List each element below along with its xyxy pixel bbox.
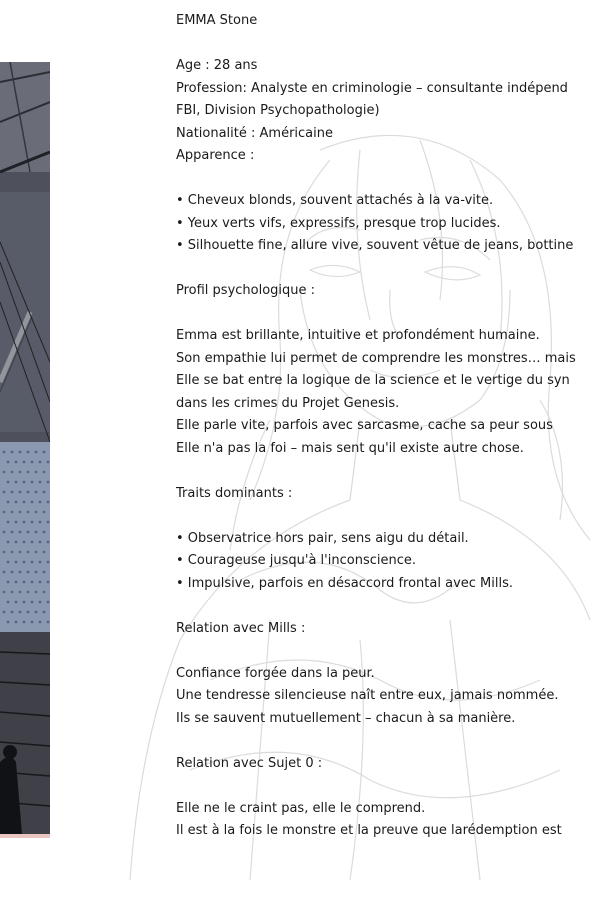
comic-panel-art (0, 62, 50, 834)
character-description (176, 10, 600, 843)
profile-line: Elle se bat entre la logique de la science et le vertige du syn (176, 373, 570, 388)
profile-line: Emma est brillante, intuitive et profondément humaine. (176, 328, 540, 343)
sujet-heading: Relation avec Sujet 0 : (176, 755, 323, 771)
mills-line: Ils se sauvent mutuellement – chacun à sa manière. (176, 710, 516, 726)
spacer (176, 303, 600, 326)
trait-item: • Courageuse jusqu'à l'inconscience. (176, 553, 416, 568)
character-name: EMMA Stone (176, 13, 258, 28)
profile-line: dans les crimes du Projet Genesis. (176, 395, 400, 411)
identity-line-division: FBI, Division Psychopathologie) (176, 103, 380, 118)
spacer (176, 33, 600, 56)
appearance-item: • Cheveux blonds, souvent attachés à la va-vite. (176, 193, 494, 208)
profile-line: Elle parle vite, parfois avec sarcasme, cache sa peur sous (176, 418, 553, 433)
mills-line: Confiance forgée dans la peur. (176, 665, 375, 681)
identity-line-age: Age : 28 ans (176, 58, 258, 73)
appearance-heading: Apparence : (176, 148, 255, 163)
spacer (176, 505, 600, 528)
mills-line: Une tendresse silencieuse naît entre eux, jamais nommée. (176, 688, 559, 703)
identity-line-nationality: Nationalité : Américaine (176, 125, 333, 141)
spacer (176, 460, 600, 483)
trait-item: • Impulsive, parfois en désaccord frontal avec Mills. (176, 575, 513, 591)
spacer (176, 775, 600, 798)
trait-item: • Observatrice hors pair, sens aigu du détail. (176, 530, 469, 546)
spacer (176, 168, 600, 191)
spacer (176, 258, 600, 281)
sujet-line: Il est à la fois le monstre et la preuve que larédemption est (176, 823, 562, 838)
traits-heading: Traits dominants : (176, 485, 293, 501)
spacer (176, 595, 600, 618)
profile-line: Elle n'a pas la foi – mais sent qu'il existe autre chose. (176, 440, 524, 456)
comic-panel-illustration (0, 62, 50, 838)
profile-line: Son empathie lui permet de comprendre les monstres… mais (176, 350, 576, 366)
appearance-item: • Silhouette fine, allure vive, souvent vêtue de jeans, bottine (176, 238, 574, 253)
spacer (176, 730, 600, 753)
identity-line-profession: Profession: Analyste en criminologie – consultante indépend (176, 80, 568, 96)
mills-heading: Relation avec Mills : (176, 620, 306, 636)
sujet-line: Elle ne le craint pas, elle le comprend. (176, 800, 426, 816)
spacer (176, 640, 600, 663)
appearance-item: • Yeux verts vifs, expressifs, presque trop lucides. (176, 215, 501, 231)
profile-heading: Profil psychologique : (176, 283, 316, 298)
